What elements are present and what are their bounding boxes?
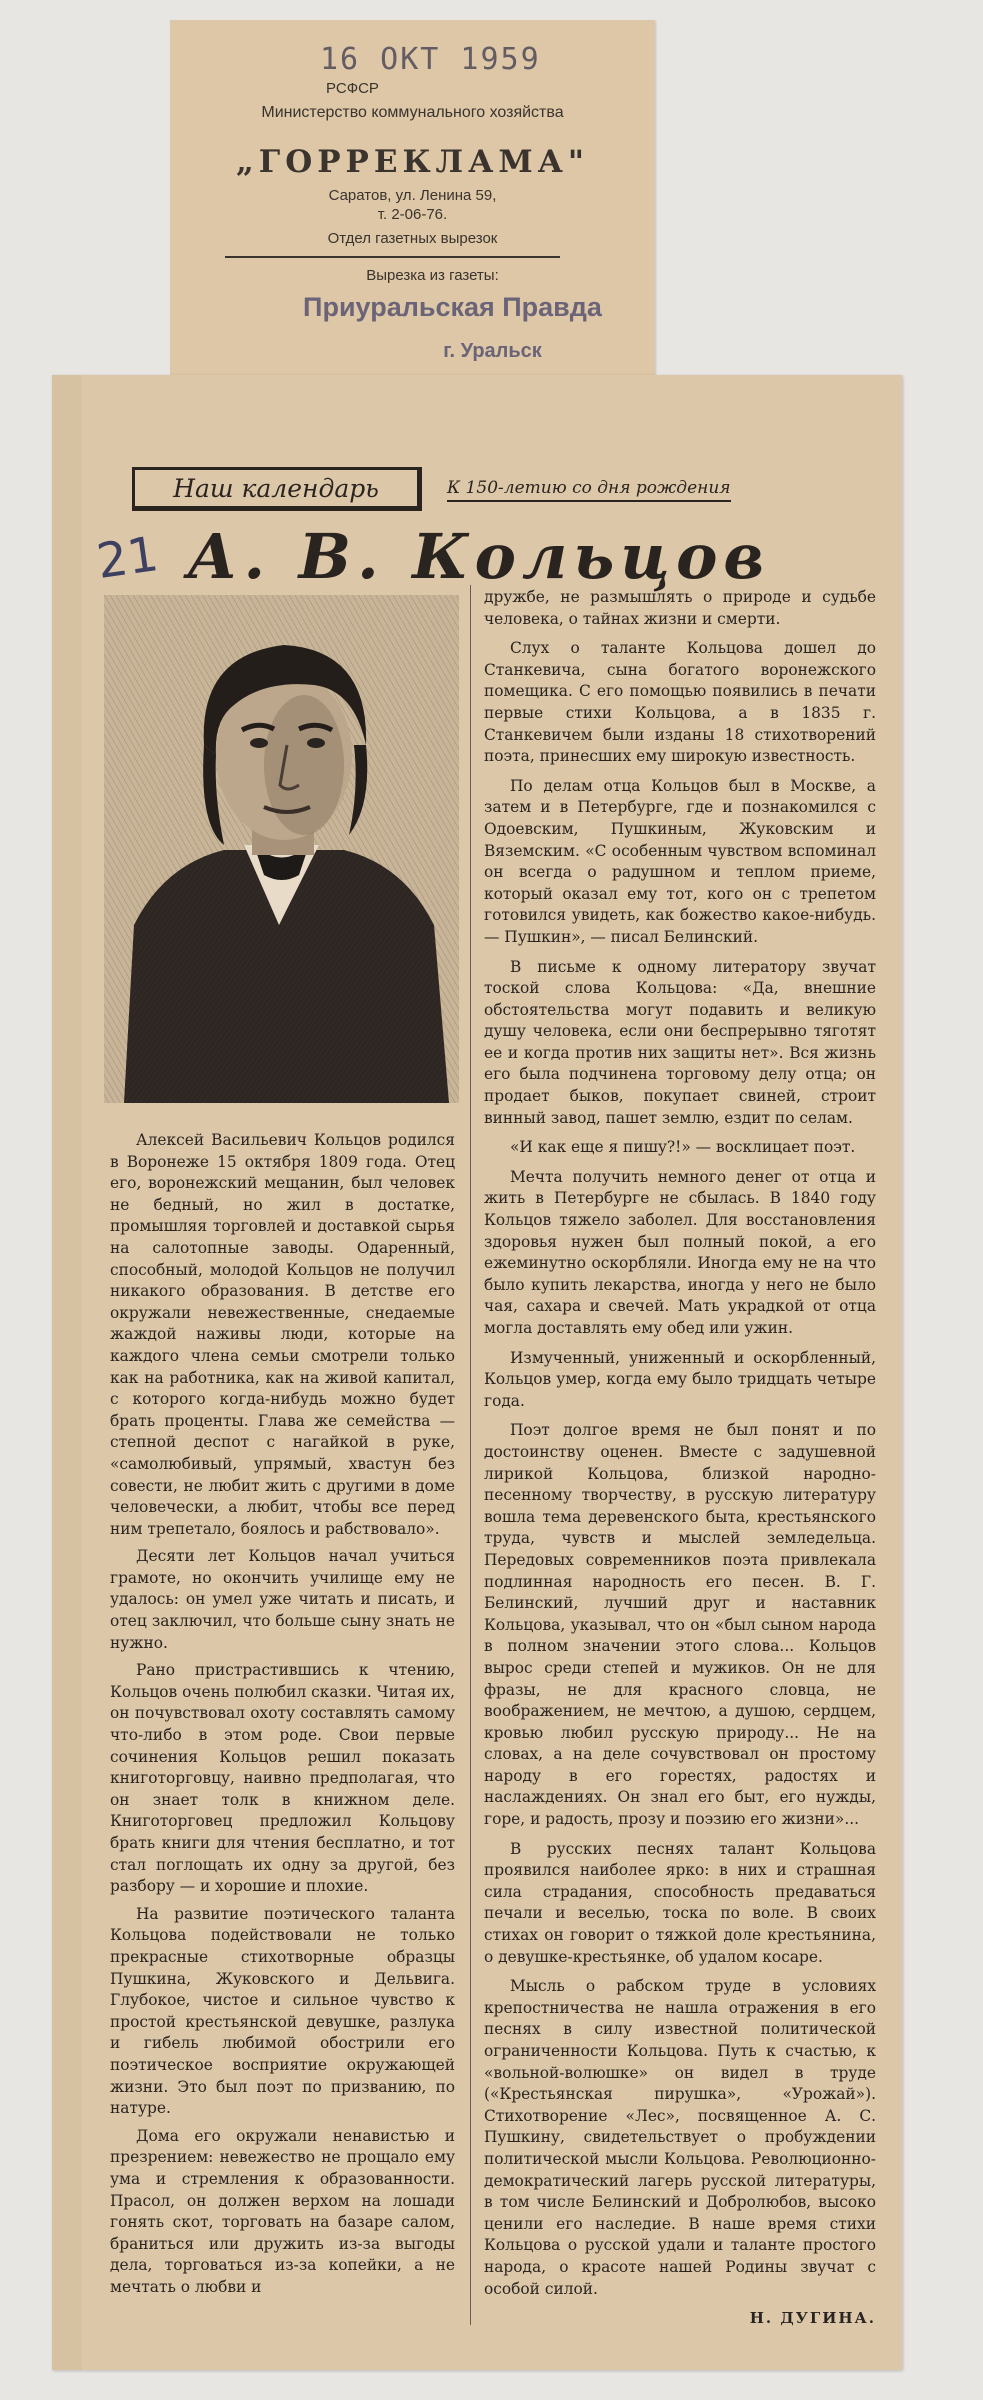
article-paragraph: Поэт долгое время не был понят и по достоинству оценен. Вместе с задушевной лирикой Кольцова, близкой народно-песенному творчеству, в русскую литературу вошла тема деревенского быта, крестьянского труда, чувств и мыслей земледельца. Передовых современников поэта привлекала подлинная народность его песен. В. Г. Белинский, лучший друг и наставник Кольцова, указывал, что он «был сыном народа в полном значении этого слова... Кольцов вырос среди степей и мужиков. Он не для фразы, не для красного словца, не воображением, не мечтою, а душою, сердцем, кровью любил русскую природу... Не на словах, а на деле сочувствовал он простому народу в его горестях, радостях и наслаждениях. Он знал его быт, его нужды, горе, и радость, прозу и поэзию его жизни»... bbox=[484, 1421, 876, 1829]
article-paragraph: В русских песнях талант Кольцова проявился наиболее ярко: в них и страшная сила страдания, способность предаваться печали и веселью, тоска по воле. В своих стихах он говорит о тяжкой доле крестьянина, о девушке-крестьянке, об удалом косаре. bbox=[484, 1839, 876, 1966]
article-paragraph: По делам отца Кольцов был в Москве, а затем и в Петербурге, где и познакомился с Одоевским, Пушкиным, Жуковским и Вяземским. «С особенным чувством вспоминал он всегда о радушном и теплом приеме, который оказал ему тот, кого он с трепетом готовился увидеть, как божество какое-нибудь. — Пушкин», — писал Белинский. bbox=[484, 776, 876, 946]
label-rsfsr: РСФСР bbox=[326, 80, 379, 97]
article-paragraph: Мечта получить немного денег от отца и жить в Петербурге не сбылась. В 1840 году Кольцов тяжело заболел. Для восстановления здоровья нужен был полный покой, а его ежеминутно оскорбляли. Иногда ему не на что было купить лекарства, иногда у него не было чая, сахара и свечей. Мать украдкой от отца могла доставлять ему обед или ужин. bbox=[484, 1167, 876, 1337]
label-address-line2: т. 2-06-76. bbox=[377, 206, 448, 223]
side-margin-strip bbox=[52, 375, 82, 2370]
date-stamp: 16 ОКТ 1959 bbox=[320, 42, 541, 77]
column-divider bbox=[470, 585, 471, 2325]
label-org-name: „ГОРРЕКЛАМА" bbox=[235, 144, 590, 180]
label-divider bbox=[225, 256, 560, 258]
article-paragraph: Измученный, униженный и оскорбленный, Кольцов умер, когда ему было тридцать четыре года. bbox=[484, 1348, 876, 1410]
article-paragraph: Дома его окружали ненавистью и презрением: невежество не прощало ему ума и стремления к образованности. Прасол, он должен верхом на лошади гонять скот, торговать на базаре салом, браниться или дружить из-за выгоды дела, торговаться из-за копейки, а не мечтать о любви и bbox=[110, 2126, 455, 2296]
portrait-engraving bbox=[104, 595, 459, 1103]
portrait-image bbox=[104, 595, 459, 1103]
article-paragraph: Мысль о рабском труде в условиях крепостничества не нашла отражения в его песнях в силу известной политической ограниченности Кольцова. Путь к счастью, к «вольной-волюшке» он видел в труде («Крестьянская пирушка», «Урожай»). Стихотворение «Лес», посвященное А. С. Пушкину, свидетельствует о пробуждении политической мысли Кольцова. Революционно-демократический лагерь русской литературы, в том числе Белинский и Добролюбов, высоко ценили его наследие. В наше время стихи Кольцова о русской удали и таланте простого народа, о красоте нашей Родины звучат с особой силой. bbox=[484, 1977, 876, 2298]
label-address-line1: Саратов, ул. Ленина 59, bbox=[328, 187, 497, 204]
column-heading: Наш календарь bbox=[132, 467, 422, 511]
article-left-column bbox=[110, 1130, 455, 2304]
article-right-column bbox=[484, 587, 876, 2330]
article-paragraph: Рано пристрастившись к чтению, Кольцов очень полюбил сказки. Читая их, он почувствовал охоту составлять самому что-либо в этом роде. Свои первые сочинения Кольцов решил показать книготорговцу, наивно предполагая, что он знает толк в книжном деле. Книготорговец предложил Кольцову брать книги для чтения бесплатно, и тот стал поглощать их одну за другой, без разбору — и хорошие и плохие. bbox=[110, 1661, 455, 1896]
author-signature: Н. ДУГИНА. bbox=[749, 2309, 876, 2328]
newspaper-city: г. Уральск bbox=[443, 340, 542, 362]
anniversary-subtitle: К 150-летию со дня рождения bbox=[447, 478, 731, 502]
article-paragraph: дружбе, не размышлять о природе и судьбе человека, о тайнах жизни и смерти. bbox=[484, 588, 876, 628]
article-paragraph: Алексей Васильевич Кольцов родился в Воронеже 15 октября 1809 года. Отец его, воронежский мещанин, был человек не бедный, но жил в достатке, промышляя торговлей и доставкой сырья на салотопные заводы. Одаренный, способный, молодой Кольцов не получил никакого образования. В детстве его окружали невежественные, снедаемые жаждой наживы люди, которые на каждого члена семьи смотрели только как на работника, как на живой капитал, с которого когда-нибудь можно будет брать проценты. Глава же семейства — степной деспот с нагайкой в руке, «самолюбивый, упрямый, хвастун без совести, не любит жить с другими в доме человечески, а любит, чтобы все перед ним трепетало, боялось и рабствовало». bbox=[110, 1131, 455, 1538]
label-ministry: Министерство коммунального хозяйства bbox=[261, 104, 564, 121]
label-cutting-from: Вырезка из газеты: bbox=[366, 267, 499, 284]
article-paragraph: Десяти лет Кольцов начал учиться грамоте, но окончить училище ему не удалось: он умел уже читать и писать, и отец заключил, что больше сыну знать не нужно. bbox=[110, 1547, 455, 1652]
label-address bbox=[170, 186, 655, 224]
article-paragraph: Слух о таланте Кольцова дошел до Станкевича, сына богатого воронежского помещика. С его помощью появились в печати первые стихи Кольцова, а в 1835 г. Станкевичем были изданы 18 стихотворений поэта, принесших ему широкую известность. bbox=[484, 639, 876, 766]
newspaper-article-clipping bbox=[52, 375, 902, 2370]
handwritten-number: 21 bbox=[93, 526, 162, 590]
article-paragraph: «И как еще я пишу?!» — восклицает поэт. bbox=[510, 1138, 856, 1157]
label-department: Отдел газетных вырезок bbox=[327, 230, 498, 247]
article-paragraph: В письме к одному литератору звучат тоской слова Кольцова: «Да, внешние обстоятельства могут подавить и великую душу человека, если они беспрерывно тяготят ее и когда против них защиты нет». Вся жизнь его была подчинена торговому делу отца; он продает быков, покупает свиней, строит винный завод, пашет землю, ездит по селам. bbox=[484, 957, 876, 1127]
article-paragraph: На развитие поэтического таланта Кольцова подействовали не только прекрасные стихотворные образцы Пушкина, Жуковского и Дельвига. Глубокое, чистое и сильное чувство к простой крестьянской девушке, разлука и гибель любимой обострили его поэтическое восприятие окружающей жизни. Это был поэт по призванию, по натуре. bbox=[110, 1904, 455, 2118]
newspaper-name: Приуральская Правда bbox=[303, 292, 602, 322]
clipping-service-label bbox=[170, 20, 655, 375]
article-title: А. В. Кольцов bbox=[187, 520, 771, 593]
